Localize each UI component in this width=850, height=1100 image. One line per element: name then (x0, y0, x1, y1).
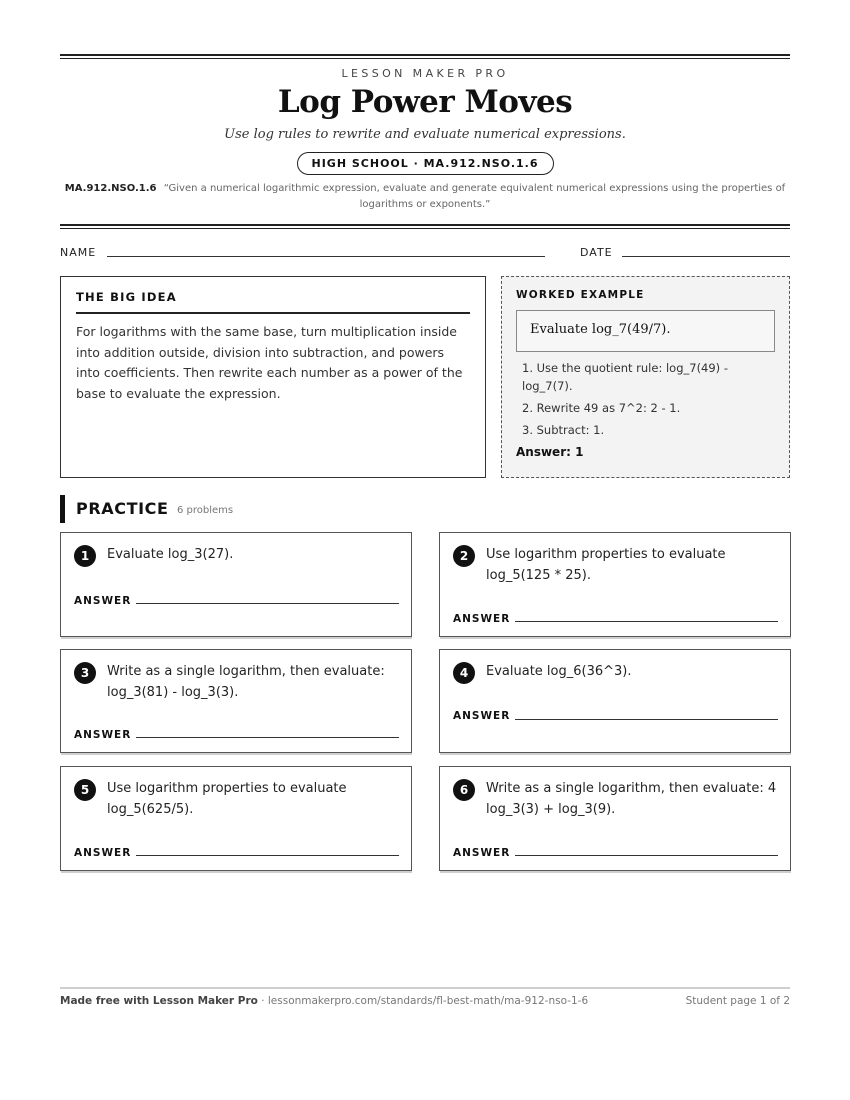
date-field[interactable] (622, 256, 790, 257)
footer-url[interactable]: · lessonmakerpro.com/standards/fl-best-math/ma-912-nso-1-6 (257, 995, 589, 1007)
brand-name: LESSON MAKER PRO (341, 67, 509, 80)
problem-text: Evaluate log_3(27). (107, 547, 234, 562)
name-label: NAME (60, 246, 97, 259)
standard-description (60, 181, 790, 213)
problem-card-1 (60, 532, 412, 637)
name-field[interactable] (107, 256, 545, 257)
problem-card-2 (439, 532, 791, 637)
worked-example-answer: Answer: 1 (516, 445, 584, 459)
worked-example-steps (516, 359, 775, 439)
worksheet-page (60, 0, 790, 1100)
level-badge: HIGH SCHOOL · MA.912.NSO.1.6 (297, 152, 554, 175)
worked-example-prompt: Evaluate log_7(49/7). (516, 310, 775, 352)
footer-rule (60, 987, 790, 989)
problem-number: 3 (74, 662, 96, 684)
answer-field-5[interactable] (136, 855, 399, 856)
problem-text: Use logarithm properties to evaluate log_5(625/5). (107, 781, 347, 817)
problem-text: Use logarithm properties to evaluate log_5(125 * 25). (486, 547, 726, 583)
big-idea-heading: THE BIG IDEA (76, 290, 470, 314)
footer-page-number: Student page 1 of 2 (685, 995, 790, 1007)
problem-number: 1 (74, 545, 96, 567)
problem-card-6 (439, 766, 791, 871)
worked-example-box (501, 276, 790, 478)
problem-card-3 (60, 649, 412, 753)
header-bottom-rule (60, 224, 790, 229)
answer-field-6[interactable] (515, 855, 778, 856)
worked-example-step: 3. Subtract: 1. (522, 423, 605, 437)
problem-number: 6 (453, 779, 475, 801)
problem-text: Write as a single logarithm, then evaluate: 4 log_3(3) + log_3(9). (486, 781, 777, 817)
problem-number: 4 (453, 662, 475, 684)
problem-card-4 (439, 649, 791, 753)
answer-field-3[interactable] (136, 737, 399, 738)
header-top-rule (60, 54, 790, 59)
worked-example-heading: WORKED EXAMPLE (516, 289, 645, 301)
footer-made-with: Made free with Lesson Maker Pro (60, 995, 258, 1007)
answer-label: ANSWER (74, 595, 132, 607)
level-badge-wrap (60, 152, 790, 175)
practice-title: PRACTICE (76, 499, 169, 518)
page-subtitle: Use log rules to rewrite and evaluate numerical expressions. (224, 127, 626, 142)
practice-count: 6 problems (177, 505, 234, 516)
problem-text: Evaluate log_6(36^3). (486, 664, 632, 679)
answer-field-1[interactable] (136, 603, 399, 604)
footer-credit (60, 995, 588, 1007)
worked-example-step: 2. Rewrite 49 as 7^2: 2 - 1. (522, 401, 681, 415)
answer-label: ANSWER (453, 613, 511, 625)
practice-header (60, 495, 790, 523)
answer-label: ANSWER (453, 847, 511, 859)
problem-number: 5 (74, 779, 96, 801)
problem-text: Write as a single logarithm, then evaluate: log_3(81) - log_3(3). (107, 664, 385, 700)
answer-label: ANSWER (74, 729, 132, 741)
standard-code: MA.912.NSO.1.6 (64, 183, 157, 194)
problem-card-5 (60, 766, 412, 871)
worked-example-step: 1. Use the quotient rule: log_7(49) - log_7(7). (522, 361, 728, 393)
name-date-row (60, 246, 790, 262)
big-idea-box (60, 276, 486, 478)
date-label: DATE (580, 246, 613, 259)
big-idea-body: For logarithms with the same base, turn multiplication inside into addition outside, division into subtraction, and powers into coefficients. Then rewrite each number as a power of the base to evaluate the expression. (76, 324, 463, 401)
page-title: Log Power Moves (277, 84, 573, 120)
answer-label: ANSWER (74, 847, 132, 859)
answer-label: ANSWER (453, 710, 511, 722)
standard-text: “Given a numerical logarithmic expression, evaluate and generate equivalent numerical expressions using the properties of logarithms or exponents.” (163, 183, 786, 210)
problem-number: 2 (453, 545, 475, 567)
answer-field-2[interactable] (515, 621, 778, 622)
answer-field-4[interactable] (515, 719, 778, 720)
practice-accent-bar (60, 495, 65, 523)
